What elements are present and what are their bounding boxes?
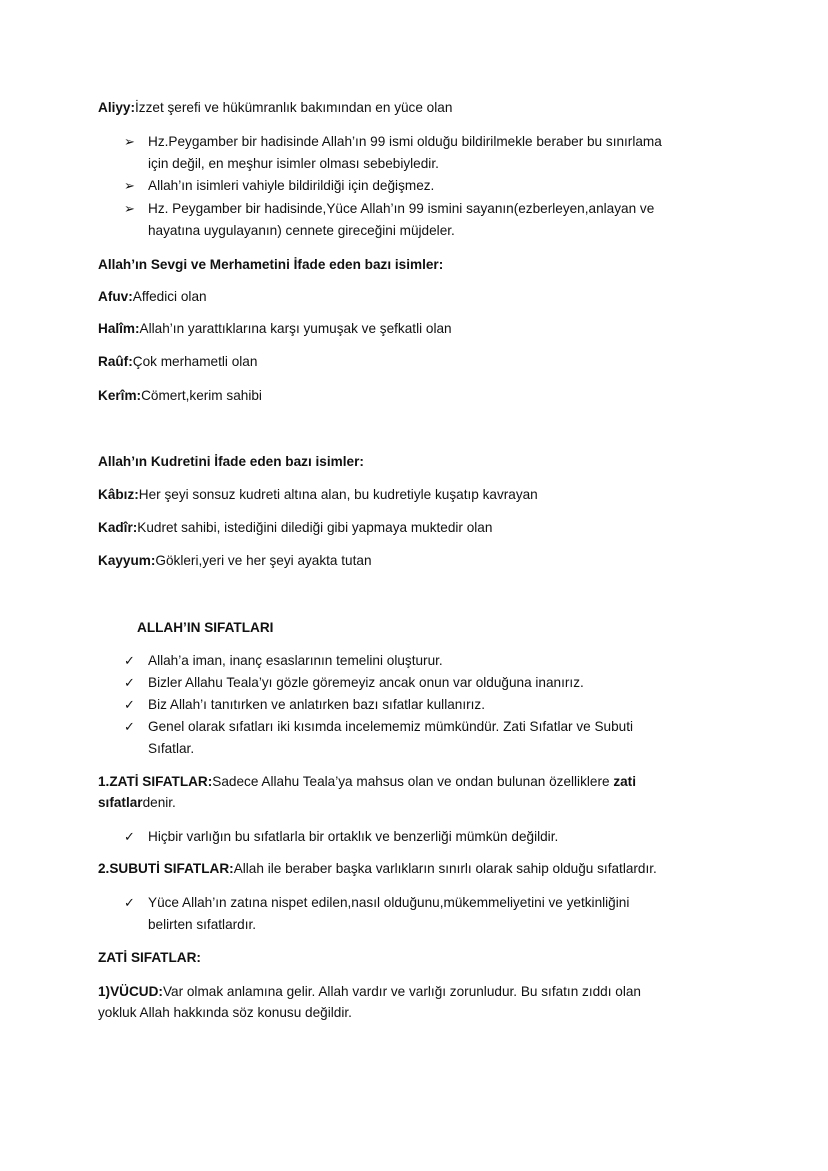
term: Afuv:	[98, 289, 133, 304]
definition-text: Sadece Allahu Teala’ya mahsus olan ve ondan bulunan özelliklere	[212, 774, 614, 789]
section-heading: Allah’ın Kudretini İfade eden bazı isimler:	[98, 454, 364, 469]
bullet-text: Hiçbir varlığın bu sıfatlarla bir ortaklık ve benzerliği mümkün değildir.	[148, 829, 559, 844]
arrow-bullet-icon: ➢	[124, 134, 135, 149]
term: Kayyum:	[98, 553, 156, 568]
check-icon: ✓	[124, 829, 135, 844]
bullet-text: Yüce Allah’ın zatına nispet edilen,nasıl olduğunu,mükemmeliyetini ve yetkinliğini	[148, 895, 630, 910]
bullet-text: Bizler Allahu Teala’yı gözle göremeyiz ancak onun var olduğuna inanırız.	[148, 675, 584, 690]
check-icon: ✓	[124, 895, 135, 910]
term: 2.SUBUTİ SIFATLAR:	[98, 861, 234, 876]
definition	[98, 552, 372, 570]
arrow-bullet-icon: ➢	[124, 201, 135, 216]
bullet-text: Sıfatlar.	[148, 741, 195, 756]
check-icon: ✓	[124, 675, 135, 690]
bullet-text: Hz. Peygamber bir hadisinde,Yüce Allah’ın 99 ismini sayanın(ezberleyen,anlayan ve	[148, 201, 655, 216]
bullet-text: belirten sıfatlardır.	[148, 917, 257, 932]
term: Raûf:	[98, 354, 133, 369]
section-heading: ZATİ SIFATLAR:	[98, 950, 201, 965]
definition-text: Allah ile beraber başka varlıkların sınırlı olarak sahip olduğu sıfatlardır.	[233, 861, 657, 876]
definition-subuti	[98, 860, 657, 878]
bullet-text: hayatına uygulayanın) cennete gireceğini müjdeler.	[148, 223, 455, 238]
section-heading: ALLAH’IN SIFATLARI	[137, 620, 274, 635]
definition-zati	[98, 773, 636, 791]
definition-text: Gökleri,yeri ve her şeyi ayakta tutan	[155, 553, 372, 568]
term: 1)VÜCUD:	[98, 984, 163, 999]
check-icon: ✓	[124, 697, 135, 712]
definition	[98, 486, 538, 504]
definition-aliyy	[98, 99, 452, 117]
bullet-text: Genel olarak sıfatları iki kısımda incelememiz mümkündür. Zati Sıfatlar ve Subuti	[148, 719, 634, 734]
bold-text: sıfatlar	[98, 795, 143, 810]
section-heading: Allah’ın Sevgi ve Merhametini İfade eden bazı isimler:	[98, 257, 444, 272]
arrow-bullet-icon: ➢	[124, 178, 135, 193]
definition-text: yokluk Allah hakkında söz konusu değildir.	[98, 1005, 352, 1020]
definition-text: Her şeyi sonsuz kudreti altına alan, bu kudretiyle kuşatıp kavrayan	[138, 487, 538, 502]
definition	[98, 387, 262, 405]
bullet-text: için değil, en meşhur isimler olması sebebiyledir.	[148, 156, 439, 171]
term: Kerîm:	[98, 388, 142, 403]
definition	[98, 320, 452, 338]
check-icon: ✓	[124, 719, 135, 734]
term: Halîm:	[98, 321, 140, 336]
bold-text: zati	[613, 774, 636, 789]
definition-text: Kudret sahibi, istediğini dilediği gibi yapmaya muktedir olan	[137, 520, 493, 535]
bullet-text: Hz.Peygamber bir hadisinde Allah’ın 99 ismi olduğu bildirilmekle beraber bu sınırlama	[148, 134, 662, 149]
definition-text: Cömert,kerim sahibi	[141, 388, 262, 403]
definition-text: denir.	[142, 795, 176, 810]
bullet-text: Biz Allah’ı tanıtırken ve anlatırken bazı sıfatlar kullanırız.	[148, 697, 485, 712]
definition	[98, 353, 257, 371]
term: Aliyy:	[98, 100, 136, 115]
definition	[98, 519, 492, 537]
definition-text: Allah’ın yarattıklarına karşı yumuşak ve şefkatli olan	[139, 321, 452, 336]
definition-text: Çok merhametli olan	[132, 354, 258, 369]
definition: İzzet şerefi ve hükümranlık bakımından en yüce olan	[135, 100, 453, 115]
term: Kâbız:	[98, 487, 139, 502]
definition-text: Affedici olan	[132, 289, 207, 304]
term: Kadîr:	[98, 520, 138, 535]
check-icon: ✓	[124, 653, 135, 668]
definition-text: Var olmak anlamına gelir. Allah vardır ve varlığı zorunludur. Bu sıfatın zıddı olan	[162, 984, 641, 999]
definition	[98, 288, 207, 306]
bullet-text: Allah’ın isimleri vahiyle bildirildiği için değişmez.	[148, 178, 435, 193]
definition-zati-line2	[98, 794, 176, 812]
bullet-text: Allah’a iman, inanç esaslarının temelini oluşturur.	[148, 653, 443, 668]
term: 1.ZATİ SIFATLAR:	[98, 774, 213, 789]
definition-vucud	[98, 983, 641, 1001]
